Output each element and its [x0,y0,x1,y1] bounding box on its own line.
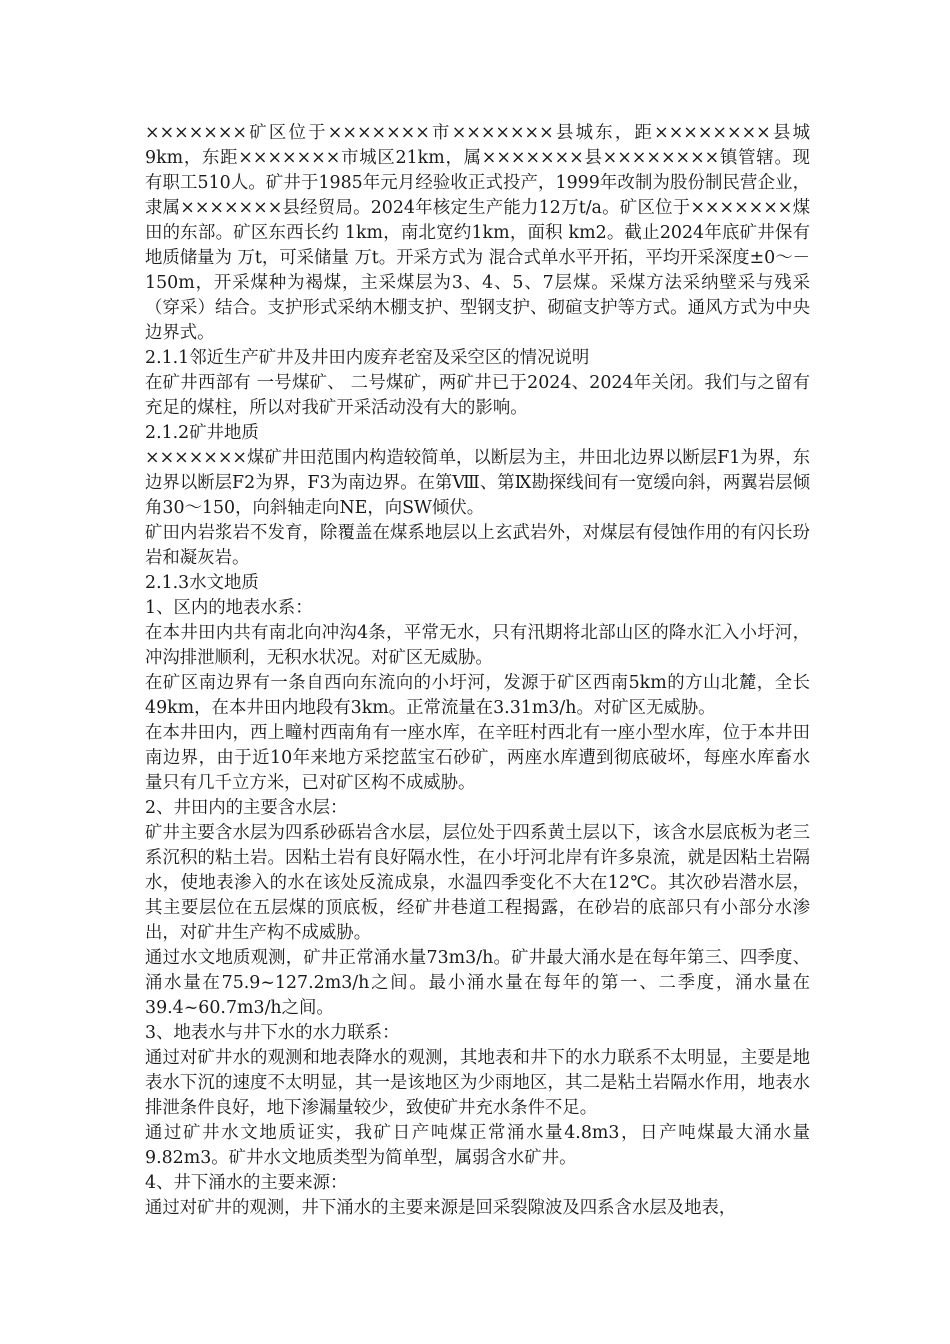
paragraph-inflow: 通过水文地质观测，矿井正常涌水量73m3/h。矿井最大涌水是在每年第三、四季度、涌水量在75.9~127.2m3/h之间。最小涌水量在每年的第一、二季度，涌水量在39.4~60.7m3/h之间。 [145,948,810,1018]
paragraph-neighbor-mines: 在矿井西部有 一号煤矿、 二号煤矿，两矿井已于2024、2024年关闭。我们与之留有充足的煤柱，所以对我矿开采活动没有大的影响。 [145,373,810,418]
heading-hydraulic-connection: 3、地表水与井下水的水力联系： [145,1023,400,1043]
paragraph-mine-overview: ×××××××矿区位于×××××××市×××××××县城东，距××××××××县城9km，东距×××××××市城区21km，属×××××××县××××××××镇管辖。现有职工510人。矿井于1985年元月经验收正式投产，1999年改制为股份制民营企业，隶属×××××××县经贸局。2024年核定生产能力12万t/a。矿区位于×××××××煤田的东部。矿区东西长约 1km，南北宽约1km，面积 km2。截止2024年底矿井保有地质储量为 万t，可采储量 万t。开采方式为 混合式单水平开拓，平均开采深度±0～－150m，开采煤种为褐煤，主采煤层为3、4、5、7层煤。采煤方法采纳壁采与残采（穿采）结合。支护形式采纳木棚支护、型钢支护、砌碹支护等方式。通风方式为中央边界式。 [145,123,810,343]
paragraph-sources: 通过对矿井的观测，井下涌水的主要来源是回采裂隙波及四系含水层及地表， [145,1198,737,1218]
heading-2-1-2: 2.1.2矿井地质 [145,423,259,443]
paragraph-classification: 通过矿井水文地质证实，我矿日产吨煤正常涌水量4.8m3，日产吨煤最大涌水量9.82m3。矿井水文地质类型为简单型，属弱含水矿井。 [145,1123,810,1168]
paragraph-connection: 通过对矿井水的观测和地表降水的观测，其地表和井下的水力联系不太明显，主要是地表水下沉的速度不太明显，其一是该地区为少雨地区，其二是粘土岩隔水作用，地表水排泄条件良好，地下渗漏量较少，致使矿井充水条件不足。 [145,1048,810,1118]
heading-aquifers: 2、井田内的主要含水层： [145,798,348,818]
paragraph-reservoirs: 在本井田内，西上疃村西南角有一座水库，在辛旺村西北有一座小型水库，位于本井田南边界，由于近10年来地方采挖蓝宝石砂矿，两座水库遭到彻底破坏，每座水库畜水量只有几千立方米，已对矿区构不成威胁。 [145,723,810,793]
heading-2-1-3: 2.1.3水文地质 [145,573,259,593]
heading-surface-water: 1、区内的地表水系： [145,598,313,618]
heading-2-1-1: 2.1.1邻近生产矿井及井田内废弃老窑及采空区的情况说明 [145,348,590,368]
document-body [145,121,810,1221]
heading-inflow-sources: 4、井下涌水的主要来源： [145,1173,348,1193]
paragraph-aquifers: 矿井主要含水层为四系砂砾岩含水层，层位处于四系黄土层以下，该含水层底板为老三系沉积的粘土岩。因粘土岩有良好隔水性，在小圩河北岸有许多泉流，就是因粘土岩隔水，使地表渗入的水在该处反流成泉，水温四季变化不大在12℃。其次砂岩潜水层，其主要层位在五层煤的顶底板，经矿井巷道工程揭露，在砂岩的底部只有小部分水渗出，对矿井生产构不成威胁。 [145,823,810,943]
paragraph-structure: ×××××××煤矿井田范围内构造较简单，以断层为主，井田北边界以断层F1为界，东边界以断层F2为界，F3为南边界。在第Ⅷ、第Ⅸ勘探线间有一宽缓向斜，两翼岩层倾角30～150，向斜轴走向NE，向SW倾伏。 [145,448,810,518]
paragraph-gullies: 在本井田内共有南北向冲沟4条，平常无水，只有汛期将北部山区的降水汇入小圩河，冲沟排泄顺利，无积水状况。对矿区无威胁。 [145,623,810,668]
paragraph-magma: 矿田内岩浆岩不发育，除覆盖在煤系地层以上玄武岩外，对煤层有侵蚀作用的有闪长玢岩和凝灰岩。 [145,523,810,568]
paragraph-river: 在矿区南边界有一条自西向东流向的小圩河，发源于矿区西南5km的方山北麓，全长49km，在本井田内地段有3km。正常流量在3.31m3/h。对矿区无威胁。 [145,673,810,718]
